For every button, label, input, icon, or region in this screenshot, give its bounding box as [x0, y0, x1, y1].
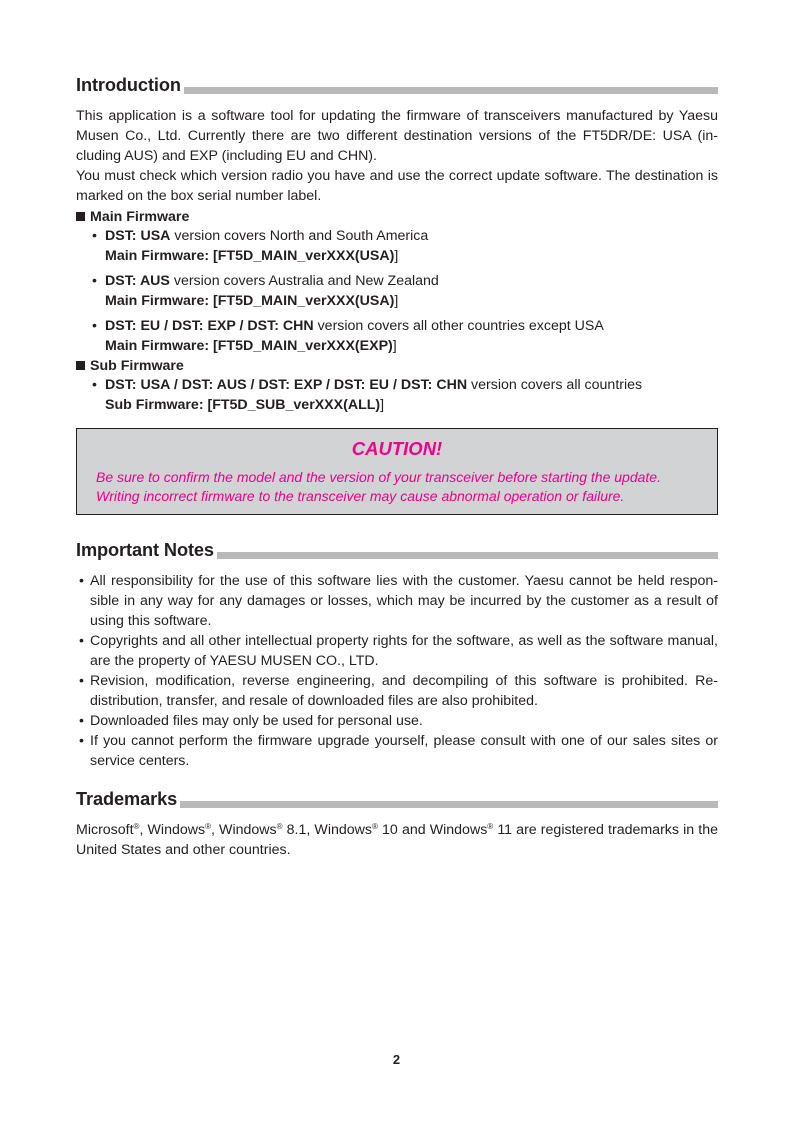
- registered-mark: ®: [487, 822, 494, 831]
- note-text: Downloaded files may only be used for personal use.: [90, 713, 423, 729]
- firmware-filename: Main Firmware: [FT5D_MAIN_verXXX(EXP): [105, 337, 393, 354]
- firmware-filename: Sub Firmware: [FT5D_SUB_verXXX(ALL): [105, 396, 381, 413]
- dst-description: version covers Australia and New Zealand: [169, 273, 439, 289]
- trademark-text: 8.1, Windows: [282, 822, 372, 838]
- trademark-text: 11 are registered trademarks in the United States and other countries.: [76, 822, 719, 858]
- note-item: [79, 732, 718, 772]
- important-notes-title: Important Notes: [76, 539, 217, 561]
- introduction-title: Introduction: [76, 74, 184, 96]
- trademark-text: Microsoft: [76, 822, 134, 838]
- dst-description: version covers all countries: [467, 377, 643, 393]
- firmware-filename: Main Firmware: [FT5D_MAIN_verXXX(USA): [105, 292, 395, 309]
- note-text: Revision, modification, reverse engineering, and decompiling of this software is prohibited. Redistribution, transfer, and resale of downloaded files are also prohibited.: [90, 673, 718, 709]
- dst-label: DST: USA / DST: AUS / DST: EXP / DST: EU / DST: CHN: [105, 377, 468, 393]
- bullet-icon: •: [92, 228, 97, 244]
- sub-firmware-heading: [76, 357, 184, 377]
- firmware-bracket: ]: [394, 247, 399, 264]
- dst-description: version covers all other countries except USA: [313, 318, 604, 334]
- page-number: 2: [392, 1052, 401, 1067]
- important-notes-heading: [76, 539, 718, 561]
- trademark-text: , Windows: [139, 822, 206, 838]
- note-item: [79, 632, 718, 672]
- introduction-paragraph-1: This application is a software tool for updating the firmware of transceivers manufactured by Yaesu Musen Co., Ltd. Currently there are two different destination versions of the FT5DR/DE: USA (including AUS) and EXP (including EU and CHN).: [76, 108, 718, 164]
- bullet-icon: •: [92, 318, 97, 334]
- note-item: [79, 712, 718, 732]
- note-text: All responsibility for the use of this software lies with the customer. Yaesu cannot be held responsible in any way for any damages or losses, which may be incurred by the customer as a result of using this software.: [90, 573, 718, 629]
- bullet-icon: •: [92, 273, 97, 289]
- square-bullet-icon: [76, 361, 85, 370]
- dst-description: version covers North and South America: [170, 228, 429, 244]
- main-firmware-item: [92, 272, 439, 312]
- bullet-icon: •: [79, 633, 84, 649]
- main-firmware-label: Main Firmware: [90, 209, 190, 225]
- note-text: Copyrights and all other intellectual property rights for the software, as well as the software manual, are the property of YAESU MUSEN CO., LTD.: [90, 633, 718, 669]
- note-item: [79, 572, 718, 631]
- trademarks-heading: [76, 788, 718, 810]
- trademarks-title: Trademarks: [76, 788, 180, 810]
- note-item: [79, 672, 718, 712]
- square-bullet-icon: [76, 212, 85, 221]
- trademark-text: , Windows: [210, 822, 277, 838]
- caution-line-1: Be sure to confirm the model and the version of your transceiver before starting the update.: [96, 469, 661, 485]
- main-firmware-item: [92, 227, 428, 267]
- caution-line-2: Writing incorrect firmware to the transceiver may cause abnormal operation or failure.: [96, 488, 625, 504]
- introduction-heading: [76, 74, 718, 96]
- registered-mark: ®: [133, 822, 140, 831]
- firmware-bracket: ]: [392, 337, 397, 354]
- firmware-filename: Main Firmware: [FT5D_MAIN_verXXX(USA): [105, 247, 395, 264]
- main-firmware-item: [92, 317, 604, 357]
- dst-label: DST: EU / DST: EXP / DST: CHN: [105, 318, 314, 334]
- firmware-bracket: ]: [394, 292, 399, 309]
- dst-label: DST: AUS: [105, 273, 170, 289]
- bullet-icon: •: [79, 713, 84, 729]
- dst-label: DST: USA: [105, 228, 171, 244]
- bullet-icon: •: [79, 573, 84, 589]
- trademarks-paragraph: [76, 821, 718, 861]
- registered-mark: ®: [276, 822, 283, 831]
- registered-mark: ®: [205, 822, 211, 831]
- note-text: If you cannot perform the firmware upgrade yourself, please consult with one of our sales sites or service centers.: [90, 733, 718, 769]
- bullet-icon: •: [92, 377, 97, 393]
- bullet-icon: •: [79, 673, 84, 689]
- trademark-text: 10 and Windows: [377, 822, 488, 838]
- main-firmware-heading: [76, 208, 189, 228]
- caution-box: [76, 428, 718, 515]
- firmware-bracket: ]: [380, 396, 385, 413]
- sub-firmware-item: [92, 376, 642, 416]
- registered-mark: ®: [372, 822, 378, 831]
- sub-firmware-label: Sub Firmware: [90, 358, 184, 374]
- caution-title: CAUTION!: [351, 438, 443, 459]
- bullet-icon: •: [79, 733, 84, 749]
- introduction-paragraph-2: You must check which version radio you have and use the correct update software. The destination is marked on the box serial number label.: [76, 168, 718, 204]
